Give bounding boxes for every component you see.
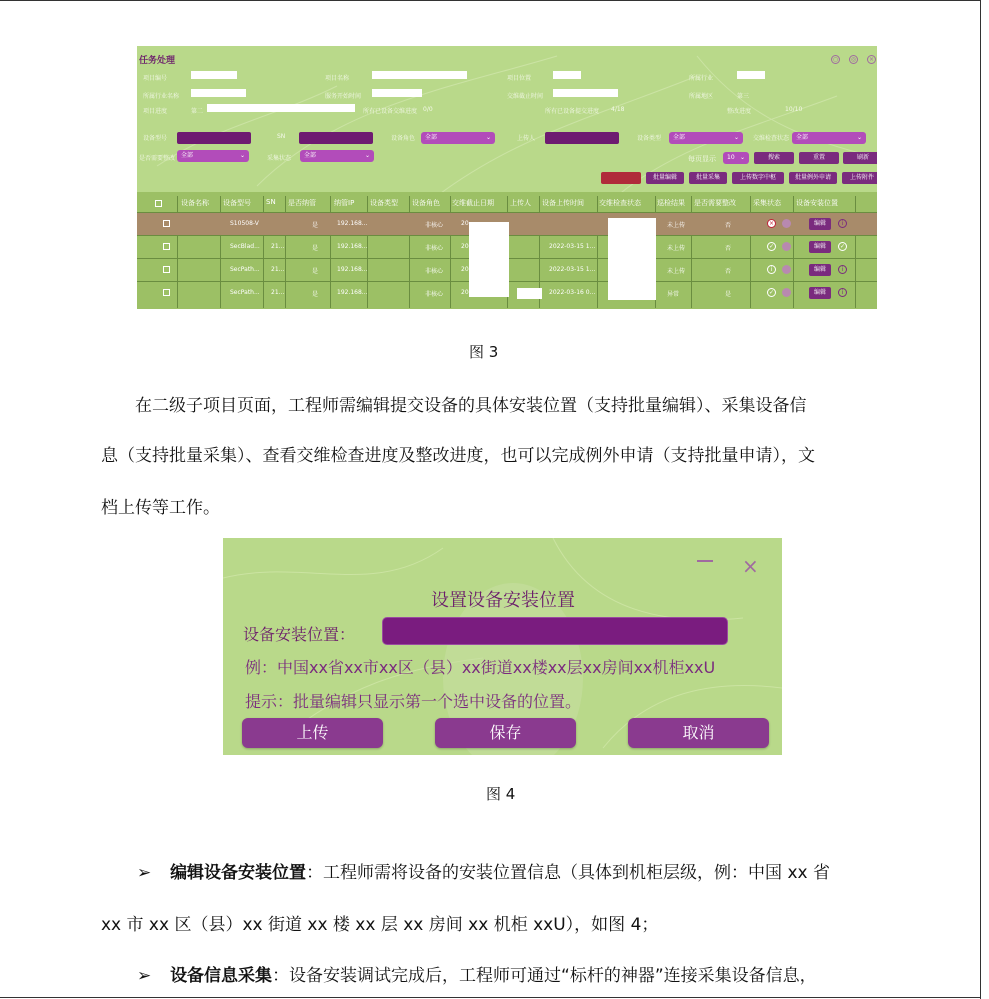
cell-managed: 是	[312, 245, 319, 252]
info-icon[interactable]: i	[838, 219, 847, 228]
collect-pending-icon	[782, 288, 791, 297]
redaction-mask	[469, 222, 509, 297]
bullet-text: ：工程师需将设备的安装位置信息（具体到机柜层级，例：中国 xx 省	[306, 863, 830, 883]
install-location-input[interactable]	[382, 617, 728, 645]
cell-rectify: 否	[725, 268, 732, 275]
filter-label: 采集状态	[267, 155, 292, 162]
upload-button[interactable]: 上传	[242, 718, 383, 748]
collect-success-icon: ✓	[768, 243, 775, 250]
page-border	[980, 0, 981, 999]
info-label: 所属地区	[689, 93, 714, 100]
body-paragraph-line: 息（支持批量采集）、查看交维检查进度及整改进度，也可以完成例外申请（支持批量申请），文	[101, 446, 815, 466]
close-icon[interactable]: ×	[868, 56, 875, 63]
bullet-marker: ➢	[137, 863, 152, 883]
select-value: 10	[727, 154, 735, 161]
column-header: 交维检查状态	[599, 199, 641, 207]
cell-result: 未上传	[667, 268, 686, 275]
filter-label: 是否需要整改	[139, 155, 176, 162]
filter-label: SN	[277, 133, 286, 140]
column-header: 采集状态	[753, 199, 781, 207]
cell-deadline: 20	[461, 289, 469, 296]
cell-sn: 21...	[271, 243, 285, 250]
check-icon[interactable]: ✓	[839, 243, 846, 250]
select-all-checkbox[interactable]	[155, 200, 162, 207]
chevron-down-icon: ⌄	[239, 152, 245, 159]
redacted-value	[191, 71, 237, 79]
column-header: 设备名称	[181, 199, 209, 207]
column-header: SN	[266, 198, 276, 206]
collect-pending-icon	[782, 219, 791, 228]
minimize-icon[interactable]: ○	[832, 56, 839, 63]
info-value: 4/18	[611, 106, 625, 113]
cell-model: SecPath...	[230, 289, 260, 296]
info-icon: i	[767, 265, 776, 274]
cell-upload-time: 2022-03-16 0...	[549, 289, 596, 296]
edit-button[interactable]: 编辑	[809, 241, 831, 253]
column-header: 设备安装位置	[796, 199, 838, 207]
cell-deadline: 20	[461, 220, 469, 227]
reset-button[interactable]: 重置	[799, 152, 839, 164]
collect-pending-icon	[782, 242, 791, 251]
redacted-value	[553, 89, 618, 97]
figure-4-dialog	[223, 538, 782, 755]
cell-model: SecBlad...	[230, 243, 260, 250]
redacted-value	[372, 71, 467, 79]
info-icon[interactable]: i	[838, 265, 847, 274]
info-label: 项目编号	[143, 75, 168, 82]
batch-edit-button[interactable]: 批量编辑	[646, 172, 684, 184]
collect-pending-icon	[782, 265, 791, 274]
info-label: 所有已设备交维进度	[363, 108, 418, 115]
info-label: 项目进度	[143, 108, 168, 115]
filter-label: 上传人	[517, 135, 536, 142]
redacted-value	[207, 104, 355, 112]
info-label: 服务开始时间	[325, 93, 362, 100]
page-border	[0, 997, 980, 998]
check-status-select[interactable]	[792, 132, 866, 144]
cell-role: 非核心	[425, 222, 444, 229]
chevron-down-icon: ⌄	[739, 154, 745, 161]
column-header: 交维截止日期	[452, 199, 494, 207]
cell-model: SecPath...	[230, 266, 260, 273]
cell-result: 异常	[667, 291, 680, 298]
info-label: 项目位置	[507, 75, 532, 82]
cell-model: S10508-V	[230, 220, 259, 227]
uploader-input[interactable]	[545, 132, 619, 144]
chevron-down-icon: ⌄	[485, 134, 491, 141]
device-type-input[interactable]	[177, 132, 251, 144]
cell-role: 非核心	[425, 291, 444, 298]
info-label: 所属行业名称	[143, 93, 180, 100]
info-label: 所属行业	[689, 75, 714, 82]
bullet-heading: 编辑设备安装位置	[170, 863, 307, 883]
bullet-item	[137, 858, 907, 883]
device-role-select[interactable]	[421, 132, 495, 144]
row-checkbox[interactable]	[163, 220, 170, 227]
batch-collect-button[interactable]: 批量采集	[689, 172, 727, 184]
filter-label: 设备类型	[637, 135, 662, 142]
column-header: 上传人	[510, 199, 531, 207]
row-checkbox[interactable]	[163, 289, 170, 296]
chevron-down-icon: ⌄	[856, 134, 862, 141]
bullet-marker: ➢	[137, 966, 152, 986]
cell-rectify: 否	[725, 222, 732, 229]
column-header: 设备角色	[412, 199, 440, 207]
batch-exception-button[interactable]: 批量例外申请	[789, 172, 837, 184]
refresh-button[interactable]: 刷新	[843, 152, 877, 164]
upload-attachment-button[interactable]: 上传附件	[842, 172, 877, 184]
info-label: 交维截止时间	[507, 93, 544, 100]
cell-rectify: 否	[725, 245, 732, 252]
search-button[interactable]: 搜索	[754, 152, 794, 164]
edit-button[interactable]: 编辑	[809, 218, 831, 230]
cell-upload-time: 2022-03-15 1...	[549, 243, 596, 250]
info-value: 10/10	[785, 106, 803, 113]
chevron-down-icon: ⌄	[733, 134, 739, 141]
body-paragraph-line: 档上传等工作。	[101, 498, 220, 518]
redaction-mask	[608, 218, 656, 300]
cell-deadline: 20	[461, 266, 469, 273]
info-value: 第二	[191, 108, 204, 115]
cell-ip: 192.168...	[337, 220, 368, 227]
info-icon[interactable]: i	[838, 288, 847, 297]
body-paragraph-line: 在二级子项目页面，工程师需编辑提交设备的具体安装位置（支持批量编辑）、采集设备信	[135, 396, 807, 416]
figure-caption: 图 4	[486, 785, 516, 803]
bullet-item	[137, 961, 907, 986]
redacted-value	[372, 89, 422, 97]
minimize-icon[interactable]	[697, 560, 713, 562]
cell-deadline: 20	[461, 243, 469, 250]
column-header: 纳管IP	[334, 199, 355, 207]
edit-button[interactable]: 编辑	[809, 287, 831, 299]
column-header: 巡检结果	[657, 199, 685, 207]
cell-managed: 是	[312, 222, 319, 229]
cell-result: 未上传	[667, 245, 686, 252]
cell-managed: 是	[312, 268, 319, 275]
column-header: 设备类型	[370, 199, 398, 207]
cancel-button[interactable]: 取消	[628, 718, 769, 748]
column-header: 设备型号	[223, 199, 251, 207]
column-header: 是否纳管	[288, 199, 316, 207]
redacted-value	[737, 71, 765, 79]
figure-caption: 图 3	[469, 343, 499, 361]
sn-input[interactable]	[299, 132, 373, 144]
select-value: 全部	[796, 134, 809, 141]
figure-3-screenshot	[137, 46, 877, 309]
row-checkbox[interactable]	[163, 266, 170, 273]
cell-rectify: 是	[725, 291, 732, 298]
collect-success-icon: ✓	[768, 289, 775, 296]
info-label: 项目名称	[325, 75, 350, 82]
collect-status-select[interactable]	[300, 150, 374, 162]
info-value: 第三	[737, 93, 750, 100]
restore-icon[interactable]: ◎	[850, 56, 857, 63]
page-border	[0, 0, 980, 1]
redacted-value	[191, 89, 246, 97]
rectify-select[interactable]	[177, 150, 249, 162]
info-label: 所有已设备提交进度	[545, 108, 600, 115]
example-text: 例：中国xx省xx市xx区（县）xx街道xx楼xx层xx房间xx机柜xxU	[245, 658, 716, 677]
column-header: 设备上传时间	[542, 199, 584, 207]
select-value: 全部	[673, 134, 686, 141]
filter-label: 设备角色	[391, 135, 416, 142]
cell-managed: 是	[312, 291, 319, 298]
cell-ip: 192.168...	[337, 243, 368, 250]
info-label: 整改进度	[727, 108, 752, 115]
cell-upload-time: 2022-03-15 1...	[549, 266, 596, 273]
collect-failed-icon: ×	[768, 220, 775, 227]
row-checkbox[interactable]	[163, 243, 170, 250]
upload-hub-button[interactable]: 上传数字中枢	[732, 172, 784, 184]
page-size-label: 每页显示	[688, 155, 716, 163]
cell-sn: 21...	[271, 289, 285, 296]
window-title: 任务处理	[139, 56, 176, 66]
edit-button[interactable]: 编辑	[809, 264, 831, 276]
column-header: 是否需要整改	[694, 199, 736, 207]
cell-ip: 192.168...	[337, 266, 368, 273]
page-size-select[interactable]	[723, 152, 749, 164]
tip-text: 提示：批量编辑只显示第一个选中设备的位置。	[245, 692, 582, 711]
install-location-label: 设备安装位置：	[243, 625, 356, 644]
cell-sn: 21...	[271, 266, 285, 273]
filter-label: 交维检查状态	[753, 135, 790, 142]
save-button[interactable]: 保存	[435, 718, 576, 748]
cell-result: 未上传	[667, 222, 686, 229]
bullet-text: ：设备安装调试完成后，工程师可通过“标杆的神器”连接采集设备信息，	[272, 966, 817, 986]
select-value: 全部	[181, 152, 194, 159]
info-value: 0/0	[423, 106, 433, 113]
redacted-value	[553, 71, 581, 79]
device-category-select[interactable]	[669, 132, 743, 144]
close-icon[interactable]: ×	[742, 554, 759, 578]
cell-ip: 192.168...	[337, 289, 368, 296]
dialog-title: 设置设备安装位置	[431, 590, 575, 611]
chevron-down-icon: ⌄	[364, 152, 370, 159]
cell-role: 非核心	[425, 245, 444, 252]
bullet-continuation: xx 市 xx 区（县）xx 街道 xx 楼 xx 层 xx 房间 xx 机柜 xxU），如图 4；	[101, 915, 659, 935]
select-value: 全部	[304, 152, 317, 159]
select-value: 全部	[425, 134, 438, 141]
cell-role: 非核心	[425, 268, 444, 275]
bullet-heading: 设备信息采集	[170, 966, 273, 986]
filter-label: 设备型号	[143, 135, 168, 142]
delete-button[interactable]	[601, 172, 641, 184]
redaction-mask	[517, 288, 542, 299]
